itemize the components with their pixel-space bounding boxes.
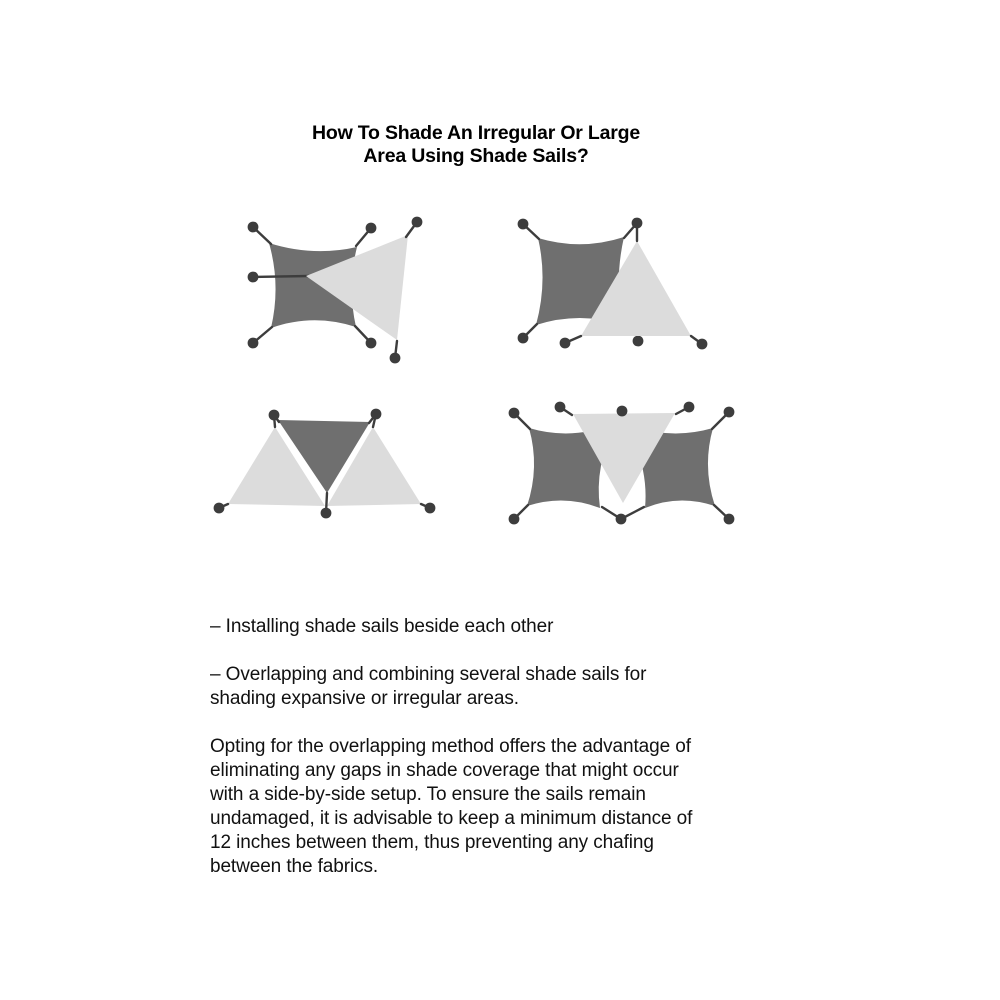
paragraph-line: Opting for the overlapping method offers the advantage of [210, 736, 691, 757]
title-line-2: Area Using Shade Sails? [363, 145, 589, 167]
diagram-square-with-upward-triangle-overlap [500, 194, 715, 356]
sail-shapes [527, 413, 715, 508]
bullet-side-by-side [210, 615, 795, 639]
paragraph-line: 12 inches between them, thus preventing any chafing [210, 832, 654, 853]
bullet-overlapping [210, 663, 795, 711]
bullet-line: – Overlapping and combining several shade sails for [210, 664, 647, 685]
bullet-line: – Installing shade sails beside each other [210, 616, 554, 637]
paragraph-line: between the fabrics. [210, 856, 379, 877]
sail-shapes [536, 237, 691, 346]
paragraph-line: eliminating any gaps in shade coverage that might occur [210, 760, 679, 781]
diagram-two-squares-with-inverted-triangle-overlap [498, 391, 738, 531]
diagram-triangles-side-by-side [212, 398, 437, 523]
paragraph-line: with a side-by-side setup. To ensure the sails remain [210, 784, 646, 805]
diagram-square-with-left-triangle-overlap [235, 208, 435, 370]
paragraph-line: undamaged, it is advisable to keep a minimum distance of [210, 808, 693, 829]
page-title [186, 122, 766, 168]
sail-shapes [228, 420, 421, 506]
anchor-point [633, 336, 644, 347]
tie-line [253, 276, 309, 277]
title-line-1: How To Shade An Irregular Or Large [311, 122, 640, 144]
article-body [210, 615, 795, 879]
body-paragraph [210, 735, 795, 879]
bullet-line: shading expansive or irregular areas. [210, 688, 519, 709]
sail-shapes [253, 235, 408, 340]
